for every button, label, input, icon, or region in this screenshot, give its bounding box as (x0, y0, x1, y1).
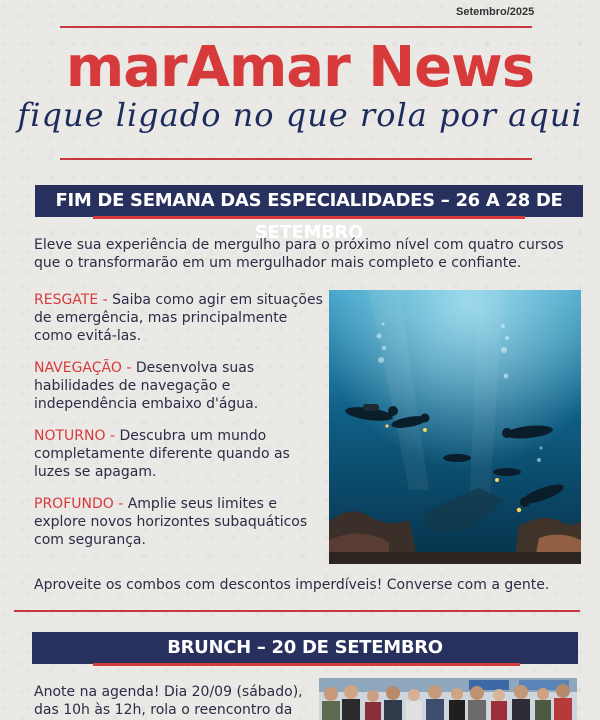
list-item-resgate (34, 291, 324, 345)
brunch-banner: BRUNCH – 20 DE SETEMBRO (32, 632, 578, 664)
masthead-title: marAmar News (65, 35, 535, 100)
item-text: Amplie seus limites e explore novos horizontes subaquáticos com segurança. (34, 496, 308, 548)
specialties-list (34, 291, 324, 563)
item-text: Saiba como agir em situações de emergência, mas principalmente como evitá-las. (34, 292, 323, 344)
specialties-banner: FIM DE SEMANA DAS ESPECIALIDADES – 26 A 28 DE SETEMBRO (35, 185, 583, 217)
item-keyword: RESGATE - (34, 292, 108, 308)
divers-illustration (329, 290, 581, 564)
header-bottom-rule (60, 158, 532, 160)
list-item-navegacao (34, 359, 324, 413)
brunch-banner-underline (93, 663, 520, 666)
list-item-noturno (34, 427, 324, 481)
issue-date: Setembro/2025 (456, 6, 535, 18)
masthead-tagline: fique ligado no que rola por aqui (17, 96, 583, 134)
specialties-intro: Eleve sua experiência de mergulho para o próximo nível com quatro cursos que o transformarão em um mergulhador mais completo e confiante. (34, 237, 564, 271)
item-text: Desenvolva suas habilidades de navegação e independência embaixo d'água. (34, 360, 259, 412)
divers-photo (329, 290, 581, 564)
item-keyword: NOTURNO - (34, 428, 116, 444)
team-photo (319, 678, 577, 720)
header-top-rule (60, 26, 532, 28)
list-item-profundo (34, 495, 324, 549)
item-text: Descubra um mundo completamente diferente quando as luzes se apagam. (34, 428, 290, 480)
specialties-banner-underline (93, 216, 525, 219)
specialties-closing: Aproveite os combos com descontos imperdíveis! Converse com a gente. (34, 577, 550, 593)
team-photo-illustration (319, 678, 577, 720)
brunch-text: Anote na agenda! Dia 20/09 (sábado), das 10h às 12h, rola o reencontro da (34, 684, 303, 718)
section-separator (14, 610, 580, 612)
item-keyword: PROFUNDO - (34, 496, 124, 512)
item-keyword: NAVEGAÇÃO - (34, 360, 132, 376)
